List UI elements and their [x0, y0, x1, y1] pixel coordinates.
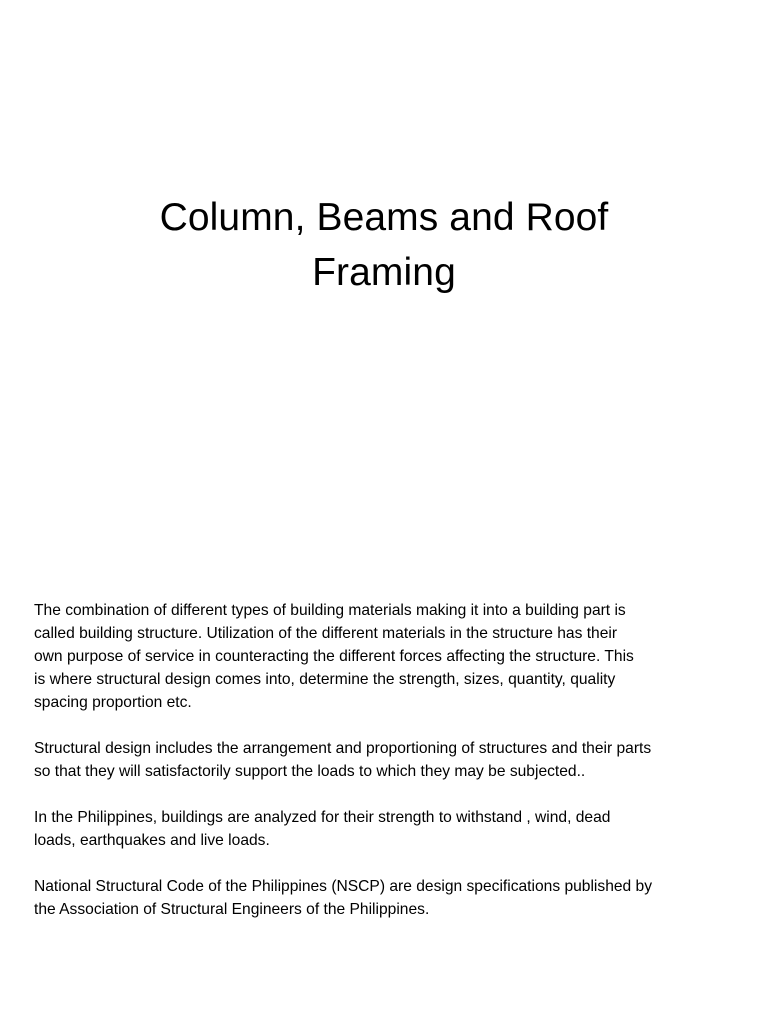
page-title — [84, 190, 684, 300]
body-text — [34, 599, 746, 944]
paragraph-structural-design — [34, 737, 746, 783]
paragraph-structure-definition — [34, 599, 746, 714]
text-line: loads, earthquakes and live loads. — [34, 832, 270, 849]
text-line: In the Philippines, buildings are analyzed for their strength to withstand , wind, dead — [34, 809, 611, 826]
text-line: called building structure. Utilization of the different materials in the structure has their — [34, 625, 618, 642]
text-line: so that they will satisfactorily support the loads to which they may be subjected.. — [34, 763, 586, 780]
paragraph-nscp — [34, 875, 746, 921]
text-line: the Association of Structural Engineers of the Philippines. — [34, 901, 430, 918]
text-line: is where structural design comes into, determine the strength, sizes, quantity, quality — [34, 671, 616, 688]
text-line: Structural design includes the arrangement and proportioning of structures and their parts — [34, 740, 652, 757]
text-line: The combination of different types of building materials making it into a building part is — [34, 602, 626, 619]
text-line: National Structural Code of the Philippines (NSCP) are design specifications published by — [34, 878, 653, 895]
title-line-1: Column, Beams and Roof — [159, 196, 609, 239]
paragraph-philippines-loads — [34, 806, 746, 852]
text-line: own purpose of service in counteracting the different forces affecting the structure. This — [34, 648, 634, 665]
text-line: spacing proportion etc. — [34, 694, 192, 711]
title-line-2: Framing — [312, 251, 456, 294]
